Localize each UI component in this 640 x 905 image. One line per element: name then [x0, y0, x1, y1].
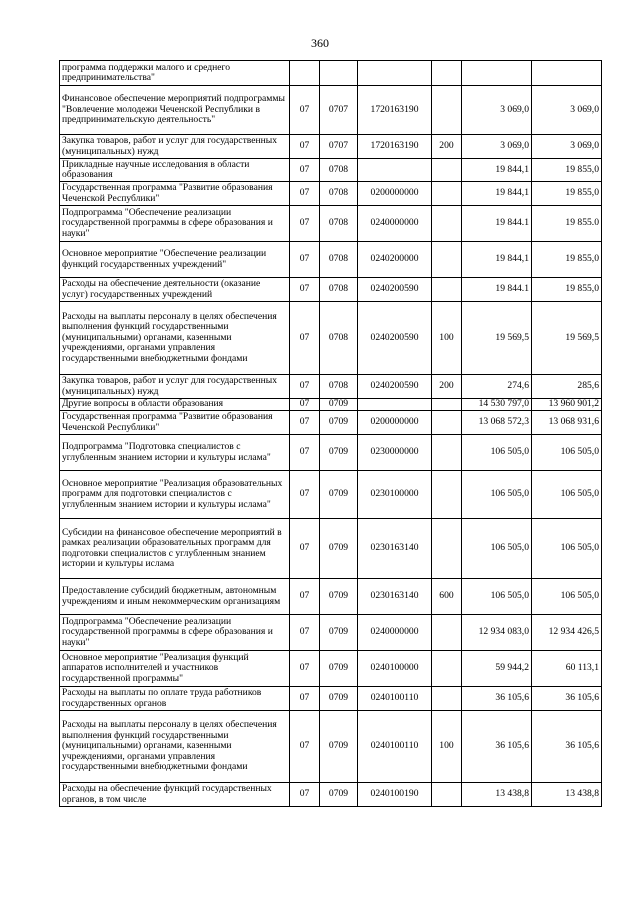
target-article-cell: 0230163140: [358, 579, 432, 615]
table-row: [60, 206, 602, 242]
subsection-code-cell: 0709: [320, 435, 358, 471]
subsection-code-cell: 0708: [320, 302, 358, 375]
name-cell: Подпрограмма "Обеспечение реализации государственной программы в сфере образования и науки": [60, 206, 290, 242]
target-article-cell: 0240100110: [358, 711, 432, 783]
table-row: [60, 579, 602, 615]
expense-type-cell: [432, 86, 462, 135]
amount-year1-cell: 36 105,6: [462, 687, 532, 711]
amount-year2-cell: 60 113,1: [532, 651, 602, 687]
amount-year2-cell: 13 438,8: [532, 783, 602, 807]
expense-type-cell: [432, 519, 462, 579]
section-code-cell: 07: [290, 519, 320, 579]
amount-year1-cell: 274,6: [462, 375, 532, 399]
amount-year2-cell: 13 960 901,2: [532, 399, 602, 411]
table-row: [60, 651, 602, 687]
section-code-cell: 07: [290, 302, 320, 375]
amount-year1-cell: 3 069,0: [462, 135, 532, 159]
section-code-cell: 07: [290, 159, 320, 182]
subsection-code-cell: 0708: [320, 159, 358, 182]
subsection-code-cell: 0709: [320, 519, 358, 579]
amount-year2-cell: 3 069,0: [532, 135, 602, 159]
name-cell: Другие вопросы в области образования: [60, 399, 290, 411]
name-cell: Подпрограмма "Подготовка специалистов с углубленным знанием истории и культуры ислама": [60, 435, 290, 471]
section-code-cell: 07: [290, 435, 320, 471]
expense-type-cell: [432, 278, 462, 302]
expense-type-cell: 200: [432, 375, 462, 399]
target-article-cell: 0240100110: [358, 687, 432, 711]
section-code-cell: 07: [290, 579, 320, 615]
section-code-cell: 07: [290, 615, 320, 651]
name-cell: Расходы на выплаты персоналу в целях обеспечения выполнения функций государственными (муниципальными) органами, казенными учреждениями, органами управления государственными внебюджетными фондами: [60, 302, 290, 375]
expense-type-cell: [432, 242, 462, 278]
expense-type-cell: [432, 182, 462, 206]
expense-type-cell: 200: [432, 135, 462, 159]
table-row: [60, 411, 602, 435]
budget-table: [59, 60, 602, 807]
table-row: [60, 519, 602, 579]
subsection-code-cell: 0707: [320, 86, 358, 135]
subsection-code-cell: 0708: [320, 375, 358, 399]
subsection-code-cell: 0709: [320, 471, 358, 519]
name-cell: Основное мероприятие "Реализация образовательных программ для подготовки специалистов с углубленным знанием истории и культуры ислама": [60, 471, 290, 519]
section-code-cell: 07: [290, 651, 320, 687]
subsection-code-cell: 0709: [320, 615, 358, 651]
amount-year2-cell: 19 569,5: [532, 302, 602, 375]
expense-type-cell: 100: [432, 711, 462, 783]
amount-year1-cell: 36 105,6: [462, 711, 532, 783]
section-code-cell: 07: [290, 783, 320, 807]
target-article-cell: 0240100000: [358, 651, 432, 687]
amount-year2-cell: 36 105,6: [532, 687, 602, 711]
section-code-cell: 07: [290, 206, 320, 242]
name-cell: Закупка товаров, работ и услуг для государственных (муниципальных) нужд: [60, 375, 290, 399]
expense-type-cell: [432, 783, 462, 807]
amount-year1-cell: 106 505,0: [462, 471, 532, 519]
amount-year1-cell: 3 069,0: [462, 86, 532, 135]
table-row: [60, 61, 602, 86]
name-cell: Расходы на выплаты по оплате труда работников государственных органов: [60, 687, 290, 711]
amount-year1-cell: 19 844,1: [462, 159, 532, 182]
table-row: [60, 86, 602, 135]
amount-year1-cell: 106 505,0: [462, 435, 532, 471]
budget-table-body: [60, 61, 602, 807]
target-article-cell: [358, 399, 432, 411]
amount-year2-cell: 19 855,0: [532, 242, 602, 278]
table-row: [60, 182, 602, 206]
target-article-cell: 0240200000: [358, 242, 432, 278]
amount-year2-cell: 19 855.0: [532, 206, 602, 242]
section-code-cell: 07: [290, 135, 320, 159]
target-article-cell: 0240000000: [358, 206, 432, 242]
name-cell: Расходы на обеспечение функций государственных органов, в том числе: [60, 783, 290, 807]
section-code-cell: 07: [290, 86, 320, 135]
subsection-code-cell: 0709: [320, 579, 358, 615]
amount-year1-cell: 13 438,8: [462, 783, 532, 807]
subsection-code-cell: 0709: [320, 711, 358, 783]
name-cell: Расходы на обеспечение деятельности (оказание услуг) государственных учреждений: [60, 278, 290, 302]
amount-year2-cell: 285,6: [532, 375, 602, 399]
amount-year2-cell: 19 855,0: [532, 278, 602, 302]
amount-year1-cell: 12 934 083,0: [462, 615, 532, 651]
name-cell: Основное мероприятие "Реализация функций аппаратов исполнителей и участников государственной программы": [60, 651, 290, 687]
expense-type-cell: [432, 471, 462, 519]
section-code-cell: 07: [290, 182, 320, 206]
page-number: 360: [311, 36, 329, 50]
amount-year1-cell: 19 844,1: [462, 242, 532, 278]
expense-type-cell: 100: [432, 302, 462, 375]
section-code-cell: 07: [290, 471, 320, 519]
target-article-cell: 1720163190: [358, 135, 432, 159]
section-code-cell: 07: [290, 411, 320, 435]
expense-type-cell: [432, 411, 462, 435]
target-article-cell: 0200000000: [358, 411, 432, 435]
subsection-code-cell: 0708: [320, 206, 358, 242]
table-row: [60, 159, 602, 182]
table-row: [60, 711, 602, 783]
amount-year2-cell: 106 505,0: [532, 435, 602, 471]
table-row: [60, 302, 602, 375]
amount-year1-cell: 19 844,1: [462, 182, 532, 206]
amount-year2-cell: 106 505,0: [532, 471, 602, 519]
expense-type-cell: [432, 435, 462, 471]
target-article-cell: 1720163190: [358, 86, 432, 135]
target-article-cell: 0200000000: [358, 182, 432, 206]
amount-year1-cell: 19 844.1: [462, 278, 532, 302]
table-row: [60, 615, 602, 651]
amount-year2-cell: 13 068 931,6: [532, 411, 602, 435]
section-code-cell: 07: [290, 242, 320, 278]
target-article-cell: 0230100000: [358, 471, 432, 519]
subsection-code-cell: 0709: [320, 411, 358, 435]
expense-type-cell: [432, 206, 462, 242]
subsection-code-cell: 0708: [320, 182, 358, 206]
expense-type-cell: [432, 159, 462, 182]
target-article-cell: 0230163140: [358, 519, 432, 579]
amount-year2-cell: 12 934 426,5: [532, 615, 602, 651]
subsection-code-cell: 0707: [320, 135, 358, 159]
amount-year1-cell: 106 505,0: [462, 519, 532, 579]
table-row: [60, 278, 602, 302]
table-row: [60, 135, 602, 159]
target-article-cell: 0240200590: [358, 375, 432, 399]
name-cell: Субсидии на финансовое обеспечение мероприятий в рамках реализации образовательных программ для подготовки специалистов с углубленным знанием истории и культуры ислама: [60, 519, 290, 579]
table-row: [60, 435, 602, 471]
expense-type-cell: [432, 615, 462, 651]
amount-year1-cell: 14 530 797,0: [462, 399, 532, 411]
expense-type-cell: [432, 61, 462, 86]
target-article-cell: 0240200590: [358, 278, 432, 302]
target-article-cell: 0240200590: [358, 302, 432, 375]
subsection-code-cell: 0709: [320, 783, 358, 807]
target-article-cell: 0240100190: [358, 783, 432, 807]
amount-year2-cell: [532, 61, 602, 86]
amount-year2-cell: 106 505,0: [532, 519, 602, 579]
table-row: [60, 471, 602, 519]
amount-year1-cell: 13 068 572,3: [462, 411, 532, 435]
table-row: [60, 399, 602, 411]
amount-year2-cell: 36 105,6: [532, 711, 602, 783]
section-code-cell: 07: [290, 375, 320, 399]
section-code-cell: 07: [290, 711, 320, 783]
subsection-code-cell: 0709: [320, 399, 358, 411]
section-code-cell: [290, 61, 320, 86]
amount-year1-cell: 106 505,0: [462, 579, 532, 615]
table-row: [60, 375, 602, 399]
amount-year1-cell: 59 944,2: [462, 651, 532, 687]
name-cell: Финансовое обеспечение мероприятий подпрограммы "Вовлечение молодежи Чеченской Республики в предпринимательскую деятельность": [60, 86, 290, 135]
target-article-cell: 0230000000: [358, 435, 432, 471]
table-row: [60, 783, 602, 807]
expense-type-cell: 600: [432, 579, 462, 615]
table-row: [60, 242, 602, 278]
name-cell: Государственная программа "Развитие образования Чеченской Республики": [60, 411, 290, 435]
expense-type-cell: [432, 651, 462, 687]
amount-year1-cell: [462, 61, 532, 86]
amount-year1-cell: 19 844.1: [462, 206, 532, 242]
section-code-cell: 07: [290, 399, 320, 411]
expense-type-cell: [432, 399, 462, 411]
name-cell: программа поддержки малого и среднего предпринимательства": [60, 61, 290, 86]
section-code-cell: 07: [290, 278, 320, 302]
subsection-code-cell: [320, 61, 358, 86]
target-article-cell: 0240000000: [358, 615, 432, 651]
amount-year2-cell: 3 069,0: [532, 86, 602, 135]
subsection-code-cell: 0709: [320, 687, 358, 711]
target-article-cell: [358, 61, 432, 86]
amount-year2-cell: 19 855,0: [532, 182, 602, 206]
amount-year2-cell: 106 505,0: [532, 579, 602, 615]
target-article-cell: [358, 159, 432, 182]
subsection-code-cell: 0708: [320, 278, 358, 302]
name-cell: Государственная программа "Развитие образования Чеченской Республики": [60, 182, 290, 206]
name-cell: Подпрограмма "Обеспечение реализации государственной программы в сфере образования и науки": [60, 615, 290, 651]
table-row: [60, 687, 602, 711]
name-cell: Основное мероприятие "Обеспечение реализации функций государственных учреждений": [60, 242, 290, 278]
expense-type-cell: [432, 687, 462, 711]
name-cell: Предоставление субсидий бюджетным, автономным учреждениям и иным некоммерческим организациям: [60, 579, 290, 615]
subsection-code-cell: 0709: [320, 651, 358, 687]
amount-year2-cell: 19 855,0: [532, 159, 602, 182]
subsection-code-cell: 0708: [320, 242, 358, 278]
amount-year1-cell: 19 569,5: [462, 302, 532, 375]
name-cell: Прикладные научные исследования в области образования: [60, 159, 290, 182]
name-cell: Закупка товаров, работ и услуг для государственных (муниципальных) нужд: [60, 135, 290, 159]
name-cell: Расходы на выплаты персоналу в целях обеспечения выполнения функций государственными (муниципальными) органами, казенными учреждениями, органами управления государственными внебюджетными фондами: [60, 711, 290, 783]
section-code-cell: 07: [290, 687, 320, 711]
